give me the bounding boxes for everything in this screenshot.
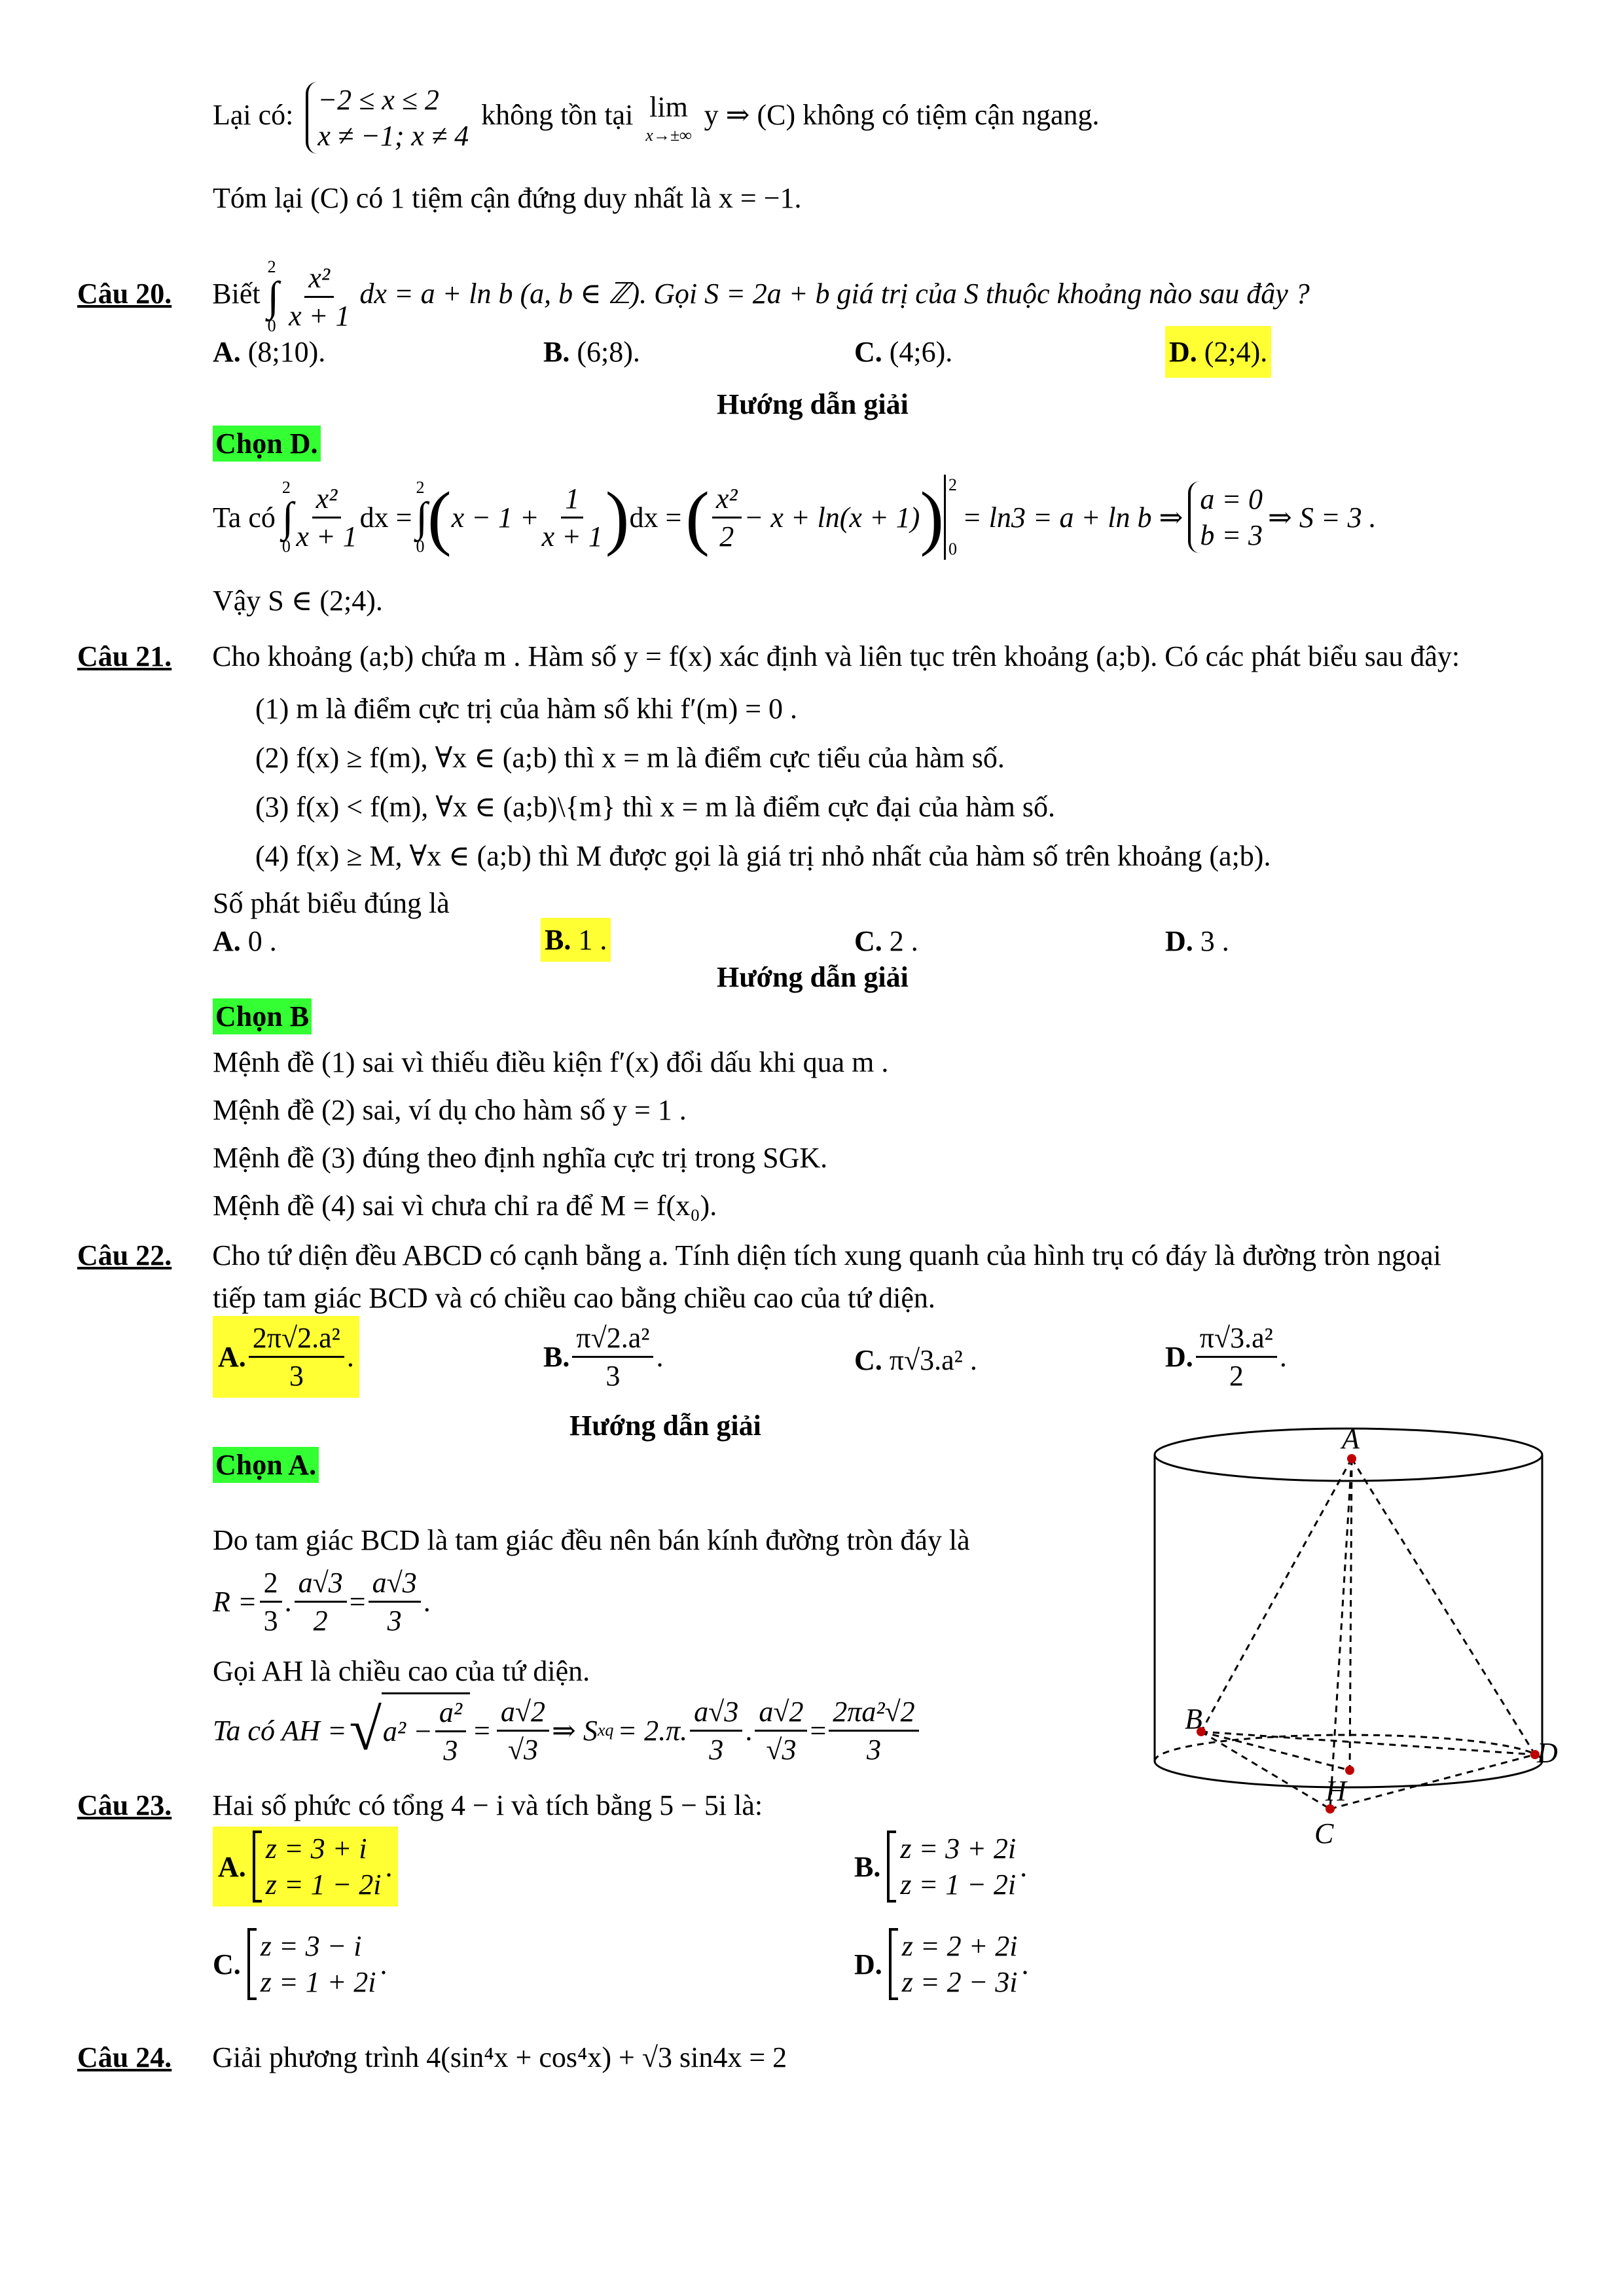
q22-sol-line1: Do tam giác BCD là tam giác đều nên bán kính đường tròn đáy là xyxy=(213,1524,970,1556)
option-letter: B. xyxy=(543,336,570,368)
point-a xyxy=(1347,1454,1356,1463)
q22-choice: Chọn A. xyxy=(213,1447,319,1483)
q22-sxq-eq: = 2.π. xyxy=(617,1714,688,1747)
cylinder-tetrahedron-figure xyxy=(1139,1421,1564,1872)
q22-ah-rad-den: 3 xyxy=(443,1734,458,1766)
q20-frac-num: x² xyxy=(304,260,334,298)
q20-option-a[interactable] xyxy=(213,334,325,370)
q24-label: Câu 24. xyxy=(77,2041,172,2073)
q22-R-f1-num: 2 xyxy=(260,1565,282,1603)
q22-text-line1: Cho tứ diện đều ABCD có cạnh bằng a. Tính diện tích xung quanh của hình trụ có đáy là đường tròn ngoại xyxy=(212,1239,1441,1271)
q24-stem xyxy=(77,2039,787,2075)
q20-sol-paren-a: x − 1 + xyxy=(451,501,539,534)
option-letter: D. xyxy=(1165,1341,1193,1373)
prev-system-line1: −2 ≤ x ≤ 2 xyxy=(317,84,439,116)
option-letter: A. xyxy=(218,1850,246,1883)
q23-option-a[interactable]: A. z = 3 + i z = 1 − 2i . xyxy=(213,1827,398,1906)
q23-option-d[interactable]: D. z = 2 + 2i z = 2 − 3i . xyxy=(854,1928,1029,2000)
edge-ac xyxy=(1330,1459,1352,1809)
option-line2: z = 1 − 2i xyxy=(265,1868,382,1901)
q21-explanation-3: Mệnh đề (3) đúng theo định nghĩa cực trị trong SGK. xyxy=(213,1142,828,1174)
option-den: 3 xyxy=(605,1360,621,1392)
q22-R-f3-den: 3 xyxy=(387,1605,402,1637)
edge-ab xyxy=(1201,1459,1352,1732)
option-letter: B. xyxy=(545,924,571,956)
height-ah xyxy=(1350,1459,1352,1770)
label-d: D xyxy=(1537,1737,1558,1769)
q22-s-f3-den: 3 xyxy=(866,1733,881,1766)
option-line1: z = 2 + 2i xyxy=(901,1930,1018,1962)
q23-text: Hai số phức có tổng 4 − i và tích bằng 5 − 5i là: xyxy=(212,1789,763,1821)
q22-sxq: ⇒ S xyxy=(552,1714,598,1747)
q22-sxq-sub: xq xyxy=(597,1720,614,1740)
q22-text-line2: tiếp tam giác BCD và có chiều cao bằng chiều cao của tứ diện. xyxy=(213,1282,935,1314)
q22-guide-heading: Hướng dẫn giải xyxy=(569,1410,761,1442)
q20-sol-end: ⇒ S = 3 . xyxy=(1268,501,1377,534)
q22-ah-formula: Ta có AH = √ a² − $\frac{\text{a²}}{3}$ = $\frac{a√2}{√3}$ ⇒ S xq = 2.π. $\frac{a√3}{3}$ . $\frac{a√2}{√3}$ = $\frac{\text{2πa²√2}}{3}$ xyxy=(213,1692,922,1768)
q20-solution: Ta có 2 ∫ 0 $\frac{\text{x²}}{x + 1}$ dx = 2 ∫ 0 ( x − 1 + $\frac{1}{x + 1}$ ) dx = ( $\frac{\text{x²}}{2}$ − x + ln(x + 1) ) 2 0 = ln3 = a + ln b ⇒ a = 0 b = 3 ⇒ S = 3 . xyxy=(213,471,1377,563)
q20-label: Câu 20. xyxy=(77,278,172,310)
option-num: 2π√2.a² xyxy=(249,1320,344,1358)
q22-R-f1-den: 3 xyxy=(263,1605,278,1637)
option-line2: z = 2 − 3i xyxy=(901,1966,1018,1998)
prev-lai-co: Lại có: xyxy=(213,99,294,132)
q23-label: Câu 23. xyxy=(77,1789,172,1821)
option-value: 1 . xyxy=(578,924,607,956)
q22-s-f1-num: a√3 xyxy=(690,1694,742,1732)
q20-text-b: dx = a + ln b (a, b ∈ ℤ). Gọi S = 2a + b giá trị của S thuộc khoảng nào sau đây ? xyxy=(359,278,1310,310)
q20-sol-tail: − x + ln(x + 1) xyxy=(744,501,920,534)
q21-explanation-1: Mệnh đề (1) sai vì thiếu điều kiện f′(x) đổi dấu khi qua m . xyxy=(213,1046,889,1078)
q21-choice: Chọn B xyxy=(213,998,312,1034)
q22-R-f2-den: 2 xyxy=(313,1605,328,1637)
q21-text: Cho khoảng (a;b) chứa m . Hàm số y = f(x) xác định và liên tục trên khoảng (a;b). Có các phát biểu sau đây: xyxy=(212,640,1460,672)
q20-sol-frac2-den: 2 xyxy=(719,520,734,553)
q21-statement-2: (2) f(x) ≥ f(m), ∀x ∈ (a;b) thì x = m là điểm cực tiểu của hàm số. xyxy=(255,742,1005,774)
edge-cd xyxy=(1330,1755,1535,1809)
q20-conclusion: Vậy S ∈ (2;4). xyxy=(213,585,383,617)
option-line2: z = 1 + 2i xyxy=(260,1966,376,1998)
q22-s-f2-den: √3 xyxy=(766,1733,797,1766)
q21-explanation-2: Mệnh đề (2) sai, ví dụ cho hàm số y = 1 . xyxy=(213,1094,687,1126)
q21-option-b[interactable] xyxy=(541,918,611,962)
q21-option-d[interactable] xyxy=(1165,923,1229,959)
q22-ah-rad-num: a² xyxy=(435,1694,466,1732)
q22-R-prefix: R = xyxy=(213,1586,257,1618)
q20-int-upper: 2 xyxy=(267,257,276,276)
prev-system-line2: x ≠ −1; x ≠ 4 xyxy=(317,120,469,152)
q20-option-b[interactable] xyxy=(543,334,640,370)
q22-R-f3-num: a√3 xyxy=(369,1565,421,1603)
q20-sol-sys2: b = 3 xyxy=(1200,519,1263,551)
q23-stem xyxy=(77,1787,763,1823)
option-value: π√3.a² . xyxy=(889,1344,977,1376)
option-letter: B. xyxy=(854,1850,881,1883)
q21-option-c[interactable] xyxy=(854,923,918,959)
prev-system xyxy=(306,82,469,154)
q20-sol-eval: = ln3 = a + ln b ⇒ xyxy=(962,501,1183,534)
q22-ah-eq-den: √3 xyxy=(507,1733,538,1766)
option-value: (4;6). xyxy=(889,336,953,368)
prev-lim-sub: x→±∞ xyxy=(645,126,692,145)
q20-sol-frac-num: x² xyxy=(312,481,342,519)
q20-guide-heading: Hướng dẫn giải xyxy=(717,388,909,420)
q22-stem-1 xyxy=(77,1237,1441,1273)
option-bracket xyxy=(253,1831,382,1903)
q20-stem: Câu 20. Biết 2 ∫ 0 $\frac{\text{x²}}{x + 1}$ dx = a + ln b (a, b ∈ ℤ). Gọi S = 2a + b giá trị của S thuộc khoảng nào sau đây ? xyxy=(77,257,1310,335)
q20-option-c[interactable] xyxy=(854,334,952,370)
option-bracket xyxy=(887,1831,1016,1903)
q20-choice: Chọn D. xyxy=(213,426,321,462)
label-h: H xyxy=(1326,1775,1346,1807)
option-letter: A. xyxy=(213,336,241,368)
option-letter: C. xyxy=(854,336,882,368)
option-letter: D. xyxy=(854,1948,882,1980)
label-b: B xyxy=(1185,1703,1202,1735)
q22-ah-prefix: Ta có AH = xyxy=(213,1714,347,1747)
q20-sol-sys1: a = 0 xyxy=(1200,483,1263,515)
option-den: 3 xyxy=(289,1360,304,1392)
q22-R-f2-num: a√3 xyxy=(295,1565,347,1603)
edge-ad xyxy=(1352,1459,1535,1755)
q22-ah-rad-a: a² − xyxy=(382,1715,433,1747)
option-bracket xyxy=(889,1928,1018,2000)
option-value: (8;10). xyxy=(247,336,326,368)
q21-explanation-4: Mệnh đề (4) sai vì chưa chỉ ra để M = f(x₀). xyxy=(213,1190,717,1222)
q22-s-f2-num: a√2 xyxy=(755,1694,807,1732)
q20-int-lower: 0 xyxy=(267,316,276,335)
option-bracket xyxy=(247,1928,376,2000)
point-h xyxy=(1345,1766,1354,1775)
option-value: 0 . xyxy=(247,925,277,957)
q21-label: Câu 21. xyxy=(77,640,172,672)
option-letter: C. xyxy=(213,1948,241,1980)
option-value: (6;8). xyxy=(577,336,640,368)
option-value: (2;4). xyxy=(1204,336,1268,368)
q23-option-b[interactable]: B. z = 3 + 2i z = 1 − 2i . xyxy=(854,1831,1027,1903)
q21-question: Số phát biểu đúng là xyxy=(213,887,450,919)
q22-option-d[interactable]: D. $\frac{\text{π√3.a²}}{2}$ . xyxy=(1165,1320,1287,1394)
q20-sol-system xyxy=(1188,481,1263,553)
option-line2: z = 1 − 2i xyxy=(900,1868,1017,1901)
option-num: π√2.a² xyxy=(572,1320,653,1358)
q22-radius-formula: R = $\frac{2}{3}$ . $\frac{a√3}{2}$ = $\frac{a√3}{3}$ . xyxy=(213,1565,431,1639)
q20-frac-den: x + 1 xyxy=(289,299,350,332)
prev-lim: lim xyxy=(649,91,688,124)
q23-option-c[interactable]: C. z = 3 − i z = 1 + 2i . xyxy=(213,1928,388,2000)
q20-sol-frac2-num: x² xyxy=(712,481,742,519)
q22-s-f3-num: 2πa²√2 xyxy=(829,1694,918,1732)
option-letter: D. xyxy=(1169,336,1197,368)
option-line1: z = 3 − i xyxy=(260,1930,362,1962)
label-c: C xyxy=(1314,1817,1334,1850)
q22-option-c[interactable] xyxy=(854,1342,977,1378)
option-line1: z = 3 + 2i xyxy=(900,1832,1017,1865)
q20-sol-frac1-num: 1 xyxy=(561,481,583,519)
option-letter: B. xyxy=(543,1341,570,1373)
q20-sol-frac1-den: x + 1 xyxy=(541,520,603,553)
option-line1: z = 3 + i xyxy=(265,1832,367,1865)
label-a: A xyxy=(1342,1423,1360,1455)
q20-sol-frac-den: x + 1 xyxy=(296,520,357,553)
q24-text: Giải phương trình 4(sin⁴x + cos⁴x) + √3 sin4x = 2 xyxy=(212,2041,787,2073)
q21-statement-4: (4) f(x) ≥ M, ∀x ∈ (a;b) thì M được gọi là giá trị nhỏ nhất của hàm số trên khoảng (a;b). xyxy=(255,840,1271,872)
prev-text-a: không tồn tại xyxy=(481,99,634,132)
option-num: π√3.a² xyxy=(1196,1320,1277,1358)
option-value: 2 . xyxy=(889,925,918,957)
option-value: 3 . xyxy=(1200,925,1229,957)
q21-stem xyxy=(77,638,1460,674)
q21-option-a[interactable] xyxy=(213,923,277,959)
q22-ah-eq-num: a√2 xyxy=(497,1694,549,1732)
q22-label: Câu 22. xyxy=(77,1239,172,1271)
q20-text-a: Biết xyxy=(212,278,261,310)
q20-sol-paren-b: dx = xyxy=(629,501,682,534)
q21-statement-1: (1) m là điểm cực trị của hàm số khi f′(m) = 0 . xyxy=(255,693,798,725)
q22-sol-line3: Gọi AH là chiều cao của tứ diện. xyxy=(213,1655,590,1687)
option-letter: A. xyxy=(213,925,241,957)
q22-option-b[interactable]: B. $\frac{\text{π√2.a²}}{3}$ . xyxy=(543,1320,663,1394)
q20-sol-mid: dx = xyxy=(359,501,412,534)
q20-option-d[interactable] xyxy=(1165,326,1271,378)
option-letter: D. xyxy=(1165,925,1193,957)
q20-sol-prefix: Ta có xyxy=(213,501,276,534)
option-letter: C. xyxy=(854,1344,882,1376)
prev-text-b: y ⇒ (C) không có tiệm cận ngang. xyxy=(704,99,1100,132)
option-letter: C. xyxy=(854,925,882,957)
option-letter: A. xyxy=(218,1341,246,1373)
edge-bc xyxy=(1201,1732,1330,1809)
q21-statement-3: (3) f(x) < f(m), ∀x ∈ (a;b)\{m} thì x = m là điểm cực đại của hàm số. xyxy=(255,791,1055,823)
option-den: 2 xyxy=(1229,1360,1244,1392)
q22-option-a[interactable]: A. $\frac{\text{2π√2.a²}}{3}$ . xyxy=(213,1316,359,1398)
q22-s-f1-den: 3 xyxy=(709,1733,724,1766)
prev-line-1 xyxy=(213,82,1100,154)
prev-summary: Tóm lại (C) có 1 tiệm cận đứng duy nhất là x = −1. xyxy=(213,182,802,214)
q21-guide-heading: Hướng dẫn giải xyxy=(717,961,909,993)
